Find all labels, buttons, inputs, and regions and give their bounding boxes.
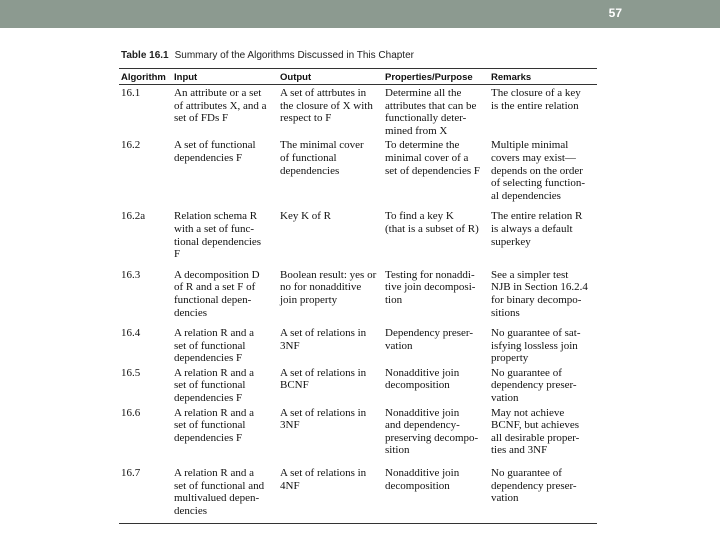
cell-line: sitions	[491, 306, 520, 319]
cell-line: A relation R and a	[174, 366, 255, 379]
cell-line: dependency preser-	[491, 379, 577, 392]
table-row	[119, 139, 597, 210]
cell-line: NJB in Section 16.2.4	[491, 281, 588, 294]
cell-line: vation	[385, 339, 413, 352]
cell-line: decomposition	[385, 479, 450, 492]
header-output: Output	[280, 72, 312, 83]
table-body	[119, 85, 597, 524]
table-caption	[119, 50, 597, 62]
cell-purpose	[383, 467, 489, 523]
cell-line: The minimal cover	[280, 139, 364, 152]
cell-line: depends on the order	[491, 164, 583, 177]
cell-line: multivalued depen-	[174, 492, 260, 505]
cell-line: decomposition	[385, 379, 450, 392]
header-input: Input	[174, 72, 198, 83]
algorithm-summary-table	[119, 50, 597, 524]
cell-input	[172, 210, 278, 268]
cell-line: 3NF	[280, 419, 300, 432]
cell-line: Boolean result: yes or	[280, 268, 377, 281]
cell-purpose	[383, 367, 489, 407]
cell-remarks	[489, 467, 597, 523]
cell-line: and dependency-	[385, 419, 460, 432]
cell-output	[278, 467, 383, 523]
cell-output	[278, 407, 383, 467]
cell-line: Determine all the	[385, 87, 462, 99]
cell-line: covers may exist—	[491, 151, 576, 164]
cell-line: respect to F	[280, 112, 332, 125]
cell-line: (that is a subset of R)	[385, 222, 479, 235]
cell-line: May not achieve	[491, 406, 565, 419]
cell-line: Nonadditive join	[385, 467, 460, 480]
cell-output	[278, 139, 383, 210]
cell-line: set of functional	[174, 379, 246, 392]
cell-input	[172, 467, 278, 523]
cell-algorithm: 16.5	[121, 366, 141, 379]
cell-line: set of functional	[174, 419, 246, 432]
cell-algorithm: 16.4	[121, 327, 141, 340]
cell-line: ties and 3NF	[491, 444, 548, 457]
header-remarks: Remarks	[491, 72, 532, 83]
table-bottom-rule	[119, 523, 597, 524]
cell-line: of functional	[280, 151, 337, 164]
cell-line: dependencies F	[174, 151, 243, 164]
cell-line: dencies	[174, 306, 207, 319]
cell-purpose	[383, 327, 489, 367]
cell-remarks	[489, 327, 597, 367]
cell-line: dependencies F	[174, 392, 243, 405]
table-row	[119, 210, 597, 268]
cell-line: of selecting function-	[491, 177, 586, 190]
cell-algorithm: 16.7	[121, 467, 141, 480]
cell-line: vation	[491, 392, 519, 405]
cell-line: is the entire relation	[491, 99, 579, 112]
cell-line: A relation R and a	[174, 467, 255, 480]
cell-line: Key K of R	[280, 210, 332, 223]
cell-line: BCNF, but achieves	[491, 419, 580, 432]
cell-line: A relation R and a	[174, 406, 255, 419]
cell-remarks	[489, 407, 597, 467]
cell-line: Multiple minimal	[491, 139, 569, 152]
cell-line: join property	[280, 293, 338, 306]
cell-line: A set of relations in	[280, 467, 367, 480]
cell-input	[172, 85, 278, 140]
cell-line: preserving decompo-	[385, 431, 479, 444]
summary-table	[119, 69, 597, 523]
cell-output	[278, 367, 383, 407]
cell-remarks	[489, 139, 597, 210]
cell-line: A set of relations in	[280, 366, 367, 379]
header-purpose: Properties/Purpose	[385, 72, 473, 83]
table-row	[119, 269, 597, 327]
cell-line: functionally deter-	[385, 112, 467, 125]
cell-purpose	[383, 139, 489, 210]
cell-purpose	[383, 407, 489, 467]
cell-line: minimal cover of a	[385, 151, 469, 164]
table-row	[119, 467, 597, 523]
cell-input	[172, 269, 278, 327]
cell-algorithm: 16.2	[121, 139, 141, 152]
cell-output	[278, 210, 383, 268]
cell-line: Testing for nonaddi-	[385, 268, 475, 281]
cell-line: The closure of a key	[491, 87, 581, 99]
cell-remarks	[489, 367, 597, 407]
cell-line: Nonadditive join	[385, 366, 460, 379]
cell-line: Relation schema R	[174, 210, 258, 223]
cell-line: set of functional and	[174, 479, 265, 492]
cell-line: is always a default	[491, 222, 573, 235]
cell-purpose	[383, 85, 489, 140]
page-number: 57	[608, 6, 622, 20]
cell-line: property	[491, 352, 529, 365]
cell-line: sition	[385, 444, 410, 457]
cell-line: A relation R and a	[174, 327, 255, 340]
cell-line: functional depen-	[174, 293, 252, 306]
cell-line: No guarantee of sat-	[491, 327, 581, 340]
cell-input	[172, 407, 278, 467]
cell-line: set of FDs F	[174, 112, 229, 125]
cell-line: mined from X	[385, 124, 448, 137]
cell-line: A set of relations in	[280, 327, 367, 340]
cell-line: Nonadditive join	[385, 406, 460, 419]
cell-output	[278, 85, 383, 140]
cell-line: the closure of X with	[280, 99, 373, 112]
cell-line: See a simpler test	[491, 268, 569, 281]
cell-input	[172, 139, 278, 210]
cell-remarks	[489, 269, 597, 327]
cell-input	[172, 367, 278, 407]
cell-line: An attribute or a set	[174, 87, 262, 99]
table-row	[119, 407, 597, 467]
cell-algorithm: 16.1	[121, 87, 141, 99]
cell-line: A set of relations in	[280, 406, 367, 419]
cell-line: tional dependencies	[174, 235, 262, 248]
slide-header-bar	[0, 0, 720, 28]
cell-algorithm: 16.3	[121, 268, 141, 281]
cell-line: dencies	[174, 504, 207, 517]
cell-line: dependencies F	[174, 431, 243, 444]
cell-remarks	[489, 85, 597, 140]
cell-line: all desirable proper-	[491, 431, 580, 444]
cell-line: for binary decompo-	[491, 293, 582, 306]
cell-line: dependency preser-	[491, 479, 577, 492]
cell-line: Dependency preser-	[385, 327, 474, 340]
cell-line: F	[174, 248, 181, 261]
table-header-row	[119, 69, 597, 85]
cell-purpose	[383, 210, 489, 268]
cell-line: dependencies	[280, 164, 340, 177]
table-row	[119, 85, 597, 140]
table-caption-label: Table 16.1	[121, 50, 169, 61]
cell-input	[172, 327, 278, 367]
cell-line: 3NF	[280, 339, 300, 352]
cell-purpose	[383, 269, 489, 327]
cell-line: set of functional	[174, 339, 246, 352]
cell-line: To find a key K	[385, 210, 454, 223]
cell-line: A set of functional	[174, 139, 256, 152]
cell-line: of attributes X, and a	[174, 99, 267, 112]
cell-line: To determine the	[385, 139, 460, 152]
cell-line: of R and a set F of	[174, 281, 256, 294]
cell-line: attributes that can be	[385, 99, 477, 112]
cell-line: No guarantee of	[491, 467, 562, 480]
cell-line: al dependencies	[491, 189, 561, 202]
cell-line: No guarantee of	[491, 366, 562, 379]
cell-line: A set of attrbutes in	[280, 87, 367, 99]
table-caption-text: Summary of the Algorithms Discussed in This Chapter	[174, 50, 414, 61]
cell-line: no for nonadditive	[280, 281, 362, 294]
header-algorithm: Algorithm	[121, 72, 166, 83]
cell-line: A decomposition D	[174, 268, 260, 281]
cell-line: set of dependencies F	[385, 164, 480, 177]
cell-remarks	[489, 210, 597, 268]
cell-line: The entire relation R	[491, 210, 583, 223]
cell-line: vation	[491, 492, 519, 505]
cell-line: tion	[385, 293, 403, 306]
cell-output	[278, 269, 383, 327]
cell-line: 4NF	[280, 479, 300, 492]
cell-line: tive join decomposi-	[385, 281, 476, 294]
cell-line: BCNF	[280, 379, 309, 392]
cell-output	[278, 327, 383, 367]
cell-line: superkey	[491, 235, 531, 248]
cell-algorithm: 16.2a	[121, 210, 146, 223]
cell-algorithm: 16.6	[121, 406, 141, 419]
cell-line: dependencies F	[174, 352, 243, 365]
table-row	[119, 367, 597, 407]
table-row	[119, 327, 597, 367]
cell-line: isfying lossless join	[491, 339, 578, 352]
cell-line: with a set of func-	[174, 222, 255, 235]
